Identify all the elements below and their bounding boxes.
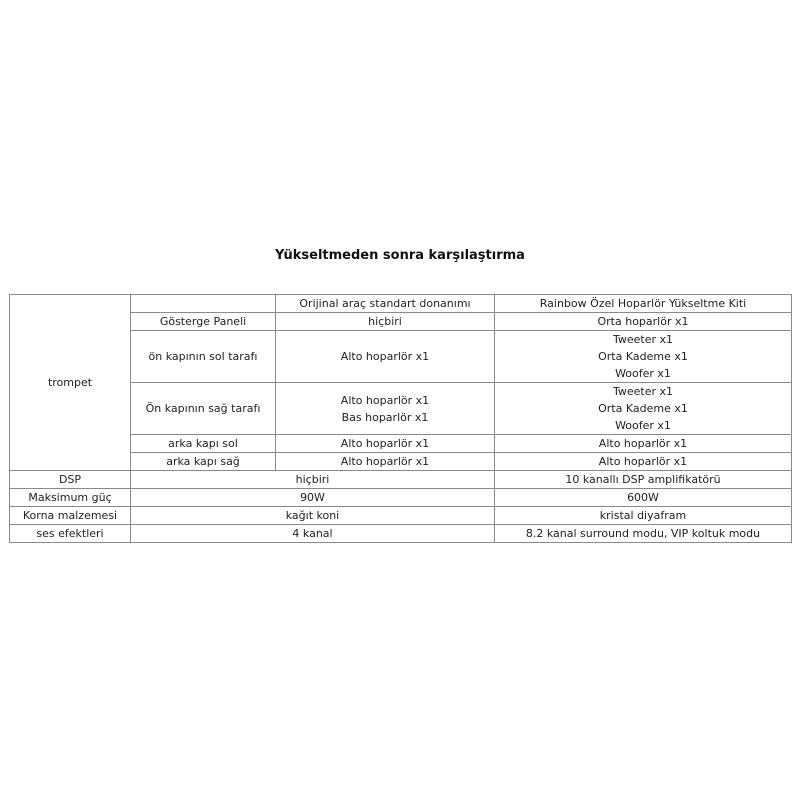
row-location: Gösterge Paneli <box>131 313 276 331</box>
original-line: hiçbiri <box>368 315 402 328</box>
row-location: Ön kapının sağ tarafı <box>131 383 276 435</box>
header-original: Orijinal araç standart donanımı <box>276 295 495 313</box>
row-kit <box>495 313 792 331</box>
row-location: ön kapının sol tarafı <box>131 331 276 383</box>
group-label-cell: trompet <box>10 295 131 471</box>
feature-label: ses efektleri <box>10 525 131 543</box>
comparison-table <box>9 294 792 543</box>
header-kit: Rainbow Özel Hoparlör Yükseltme Kiti <box>495 295 792 313</box>
kit-line: Alto hoparlör x1 <box>598 455 688 468</box>
kit-line: Woofer x1 <box>615 367 671 380</box>
kit-line: Tweeter x1 <box>612 333 674 346</box>
row-original <box>276 453 495 471</box>
feature-kit: 10 kanallı DSP amplifikatörü <box>495 471 792 489</box>
original-line: Alto hoparlör x1 <box>340 350 430 363</box>
feature-label: DSP <box>10 471 131 489</box>
row-location: arka kapı sağ <box>131 453 276 471</box>
feature-row <box>10 471 792 489</box>
feature-label: Korna malzemesi <box>10 507 131 525</box>
header-empty-cell <box>131 295 276 313</box>
feature-row <box>10 489 792 507</box>
kit-line: Woofer x1 <box>615 419 671 432</box>
row-original <box>276 331 495 383</box>
kit-line: Orta Kademe x1 <box>598 350 688 363</box>
feature-kit: 600W <box>495 489 792 507</box>
table-header-row <box>10 295 792 313</box>
kit-line: Orta hoparlör x1 <box>597 315 689 328</box>
feature-row <box>10 507 792 525</box>
original-line: Bas hoparlör x1 <box>341 410 429 424</box>
original-line: Alto hoparlör x1 <box>340 455 430 468</box>
feature-kit: 8.2 kanal surround modu, VIP koltuk modu <box>495 525 792 543</box>
kit-line: Tweeter x1 <box>612 385 674 398</box>
row-kit <box>495 453 792 471</box>
feature-row <box>10 525 792 543</box>
kit-line: Orta Kademe x1 <box>598 402 688 415</box>
row-kit <box>495 331 792 383</box>
row-original <box>276 313 495 331</box>
row-kit <box>495 383 792 435</box>
page-title: Yükseltmeden sonra karşılaştırma <box>275 248 525 263</box>
row-location: arka kapı sol <box>131 435 276 453</box>
row-kit <box>495 435 792 453</box>
feature-label: Maksimum güç <box>10 489 131 507</box>
row-original <box>276 383 495 435</box>
feature-original: kağıt koni <box>131 507 495 525</box>
kit-line: Alto hoparlör x1 <box>598 437 688 450</box>
original-line: Alto hoparlör x1 <box>340 393 430 407</box>
feature-kit: kristal diyafram <box>495 507 792 525</box>
original-line: Alto hoparlör x1 <box>340 437 430 450</box>
feature-original: hiçbiri <box>131 471 495 489</box>
feature-original: 90W <box>131 489 495 507</box>
row-original <box>276 435 495 453</box>
feature-original: 4 kanal <box>131 525 495 543</box>
